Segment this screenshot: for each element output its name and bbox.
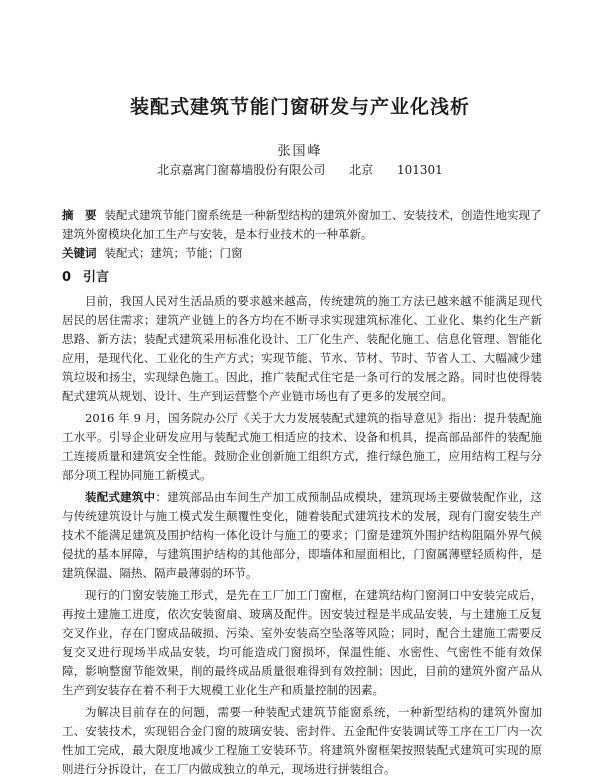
paragraph-text: 为解决目前存在的问题，需要一种装配式建筑节能窗系统，一种新型结构的建筑外窗加工、安装技术，实现铝合金门窗的玻璃安装、密封件、五金配件安装调试等工序在工厂内一次性加工完成，最大限度地减少工程施工安装环节。将建筑外窗框架按照装配式建筑可实现的原则进行分拆设计，在工厂内做成独立的单元，现场进行拼装组合。 xyxy=(62,705,542,776)
body-text xyxy=(62,292,542,782)
section-title: 引言 xyxy=(83,270,110,285)
paragraph-text: ：建筑部品由车间生产加工成预制品成模块，建筑现场主要做装配作业，这与传统建筑设计与施工模式发生颠覆性变化，随着装配式建筑技术的发展，现有门窗安装生产技术不能满足建筑及围护结构一体化设计与施工的要求；门窗是建筑外围护结构阻隔外界气候侵扰的基本屏障，与建筑围护结构的其他部分，即墙体和屋面相比，门窗属薄壁轻质构件，是建筑保温、隔热、隔声最薄弱的环节。 xyxy=(62,490,542,580)
abstract-label: 摘 要 xyxy=(62,208,97,222)
abstract xyxy=(62,206,542,244)
affiliation-city: 北京 xyxy=(349,163,374,177)
paragraph-lead: 装配式建筑中 xyxy=(85,490,156,504)
keywords-label: 关键词 xyxy=(62,246,97,260)
paragraph xyxy=(62,409,542,485)
paragraph xyxy=(62,488,542,583)
affiliation xyxy=(0,161,600,178)
abstract-block xyxy=(62,206,542,263)
affiliation-org: 北京嘉寓门窗幕墙股份有限公司 xyxy=(157,163,326,177)
section-heading xyxy=(62,266,109,285)
keywords xyxy=(62,244,542,263)
keywords-text: 装配式；建筑；节能；门窗 xyxy=(104,246,243,260)
paragraph-text: 现行的门窗安装施工形式，是先在工厂加工门窗框，在建筑结构门窗洞口中安装完成后，再按土建施工进度，依次安装窗扇、玻璃及配件。因安装过程是半成品安装，与土建施工反复交叉作业，存在门窗成品破损、污染、室外安装高空坠落等风险；同时，配合土建施工需要反复交叉进行现场半成品安装，均可能造成门窗损坏，保温性能、水密性、气密性不能有效保障，影响整窗节能效果，削的最终成品质量很难得到有效控制；因此，目前的建筑外窗产品从生产到安装存在着不利于大规模工业化生产和质量控制的因素。 xyxy=(62,588,542,697)
affiliation-postcode: 101301 xyxy=(396,163,443,177)
paper-title: 装配式建筑节能门窗研发与产业化浅析 xyxy=(129,96,470,118)
abstract-text: 装配式建筑节能门窗系统是一种新型结构的建筑外窗加工、安装技术，创造性地实现了建筑外窗模块化加工生产与安装，是本行业技术的一种革新。 xyxy=(62,208,542,241)
paragraph xyxy=(62,292,542,406)
section-number: 0 xyxy=(62,270,72,285)
author-name: 张国峰 xyxy=(277,144,323,159)
paragraph-text: 目前，我国人民对生活品质的要求越来越高，传统建筑的施工方法已越来越不能满足现代居民的居住需求；建筑产业链上的各方均在不断寻求实现建筑标准化、工业化、集约化生产新思路、新方法；装配式建筑采用标准化设计、工厂化生产、装配化施工、信息化管理、智能化应用，是现代化、工业化的生产方式；实现节能、节水、节材、节时、节省人工、大幅减少建筑垃圾和扬尘，实现绿色施工。因此，推广装配式住宅是一条可行的发展之路。同时也使得装配式建筑从规划、设计、生产到运营整个产业链市场也有了更多的发展空间。 xyxy=(62,294,542,403)
paragraph xyxy=(62,703,542,779)
paragraph xyxy=(62,586,542,700)
paragraph-text: 2016 年 9 月，国务院办公厅《关于大力发展装配式建筑的指导意见》指出：提升装配施工水平。引导企业研发应用与装配式施工相适应的技术、设备和机具，提高部品部件的装配施工连接质量和建筑安全性能。鼓励企业创新施工组织方式，推行绿色施工，应用结构工程与分部分项工程协同施工新模式。 xyxy=(62,411,542,482)
